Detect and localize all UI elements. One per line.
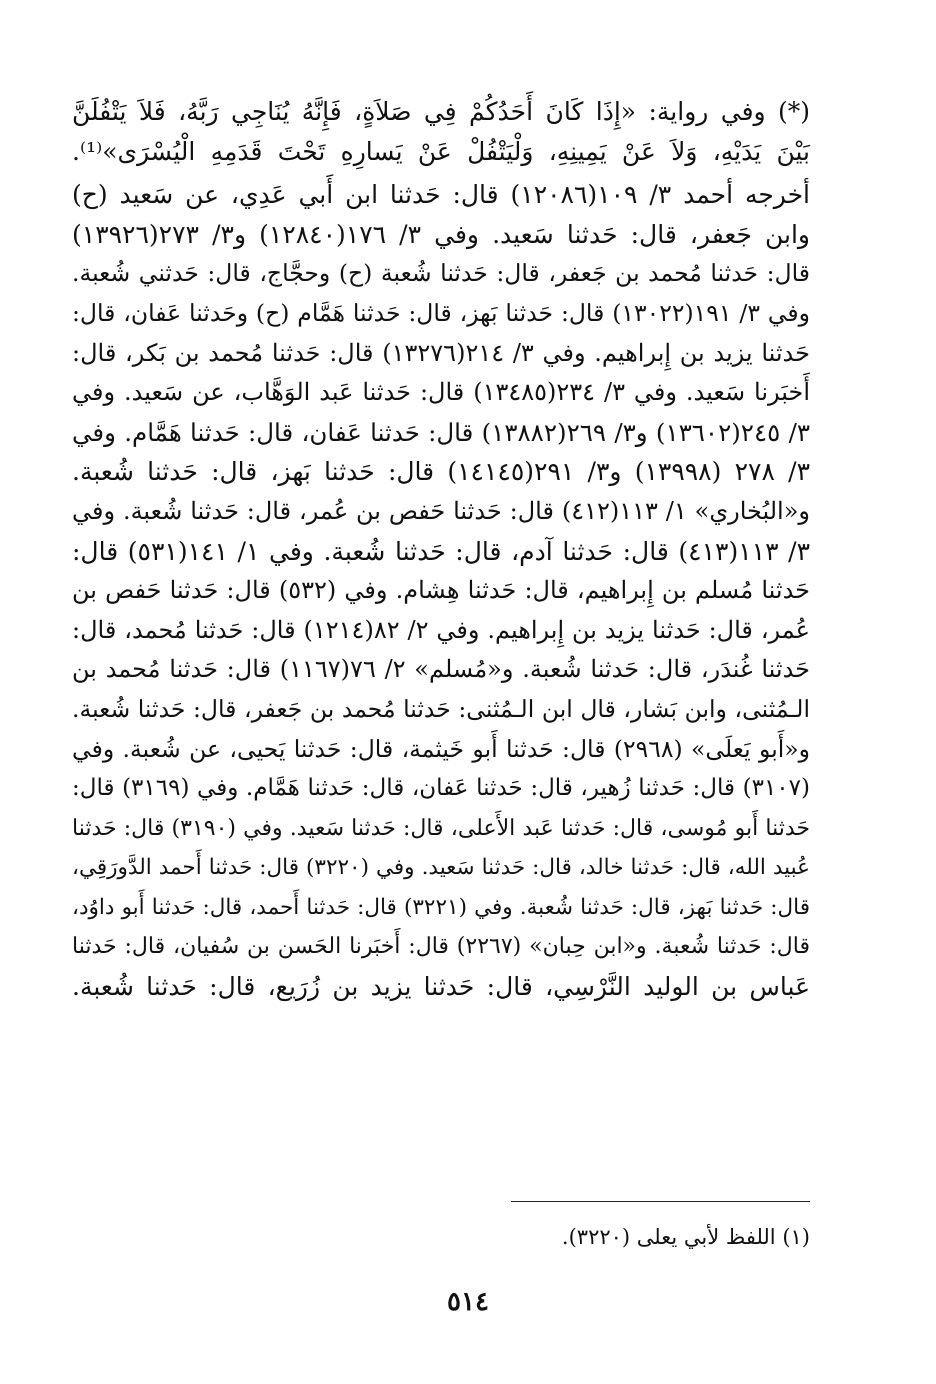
takhrij-line: وفي ٣/ ١٩١(١٣٠٢٢) قال: حَدثنا بَهز، قال: حَدثنا هَمَّام (ح) وحَدثنا عَفان، قال: <box>72 298 811 327</box>
hadith-line: (*) وفي رواية: «إِذَا كَانَ أَحَدُكُمْ فِي صَلاَةٍ، فَإِنَّهُ يُنَاجِي رَبَّهُ، فَلاَ يَتْفُلَنَّ <box>72 97 810 126</box>
footnote-separator <box>511 1201 810 1202</box>
footnote: (١) اللفظ لأبي يعلى (٣٢٢٠). <box>561 1225 810 1249</box>
takhrij-line: حَدثنا مُسلم بن إِبراهيم، قال: حَدثنا هِشام. وفي (٥٣٢) قال: حَدثنا حَفص بن <box>72 576 811 605</box>
takhrij-line: أَخبَرنا سَعيد. وفي ٣/ ٢٣٤(١٣٤٨٥) قال: حَدثنا عَبد الوَهَّاب، عن سَعيد. وفي <box>72 378 810 407</box>
takhrij-line: عُبيد الله، قال: حَدثنا خالد، قال: حَدثنا سَعيد. وفي (٣٢٢٠) قال: حَدثنا أَحمد الدَّورَقِي، <box>72 855 810 881</box>
takhrij-line: عُمر، قال: حَدثنا يزيد بن إِبراهيم. وفي ٢/ ٨٢(١٢١٤) قال: حَدثنا مُحمد، قال: <box>72 615 810 644</box>
takhrij-line: (٣١٠٧) قال: حَدثنا زُهير، قال: حَدثنا عَفان، قال: حَدثنا هَمَّام. وفي (٣١٦٩) قال: <box>72 775 810 802</box>
takhrij-line: و«أَبو يَعلَى» (٢٩٦٨) قال: حَدثنا أَبو خَيثمة، قال: حَدثنا يَحيى، عن شُعبة. وفي <box>72 734 810 763</box>
hadith-paragraph <box>72 92 810 171</box>
hadith-line: بَيْنَ يَدَيْهِ، وَلاَ عَنْ يَمِينِهِ، وَلْيَتْفُلْ عَنْ يَسارِهِ تَحْتَ قَدَمِهِ الْيُسْرَى»⁽¹⁾. <box>72 136 810 166</box>
takhrij-line: قال: حَدثنا بَهز، قال: حَدثنا شُعبة. وفي (٣٢٢١) قال: حَدثنا أَحمد، قال: حَدثنا أَبو داوُد، <box>72 894 810 920</box>
page-number: ٥١٤ <box>447 1287 489 1317</box>
takhrij-line: قال: حَدثنا شُعبة. و«ابن حِبان» (٢٢٦٧) قال: أَخبَرنا الحَسن بن سُفيان، قال: حَدثنا <box>72 934 811 960</box>
takhrij-line: حَدثنا يزيد بن إِبراهيم. وفي ٣/ ٢١٤(١٣٢٧٦) قال: حَدثنا مُحمد بن بَكر، قال: <box>72 338 810 367</box>
takhrij-line: الـمُثنى، وابن بَشار، قال ابن الـمُثنى: حَدثنا مُحمد بن جَعفر، قال: حَدثنا شُعبة. <box>72 694 810 723</box>
takhrij-line: ٣/ ٢٧٨ (١٣٩٩٨) و٣/ ٢٩١(١٤١٤٥) قال: حَدثنا بَهز، قال: حَدثنا شُعبة. <box>72 457 810 487</box>
takhrij-line: قال: حَدثنا مُحمد بن جَعفر، قال: حَدثنا شُعبة (ح) وحجَّاج، قال: حَدثني شُعبة. <box>72 259 810 288</box>
takhrij-paragraph <box>72 175 810 1006</box>
takhrij-line: ٣/ ١١٣(٤١٣) قال: حَدثنا آدم، قال: حَدثنا شُعبة. وفي ١/ ١٤١(٥٣١) قال: <box>72 536 810 566</box>
takhrij-line: حَدثنا غُندَر، قال: حَدثنا شُعبة. و«مُسلم» ٢/ ٧٦(١١٦٧) قال: حَدثنا مُحمد بن <box>72 655 810 684</box>
main-text-block <box>72 92 810 1007</box>
takhrij-line: وابن جَعفر، قال: حَدثنا سَعيد. وفي ٣/ ١٧٦(١٢٨٤٠) و٣/ ٢٧٣(١٣٩٢٦) <box>72 219 811 249</box>
takhrij-line: أخرجه أحمد ٣/ ١٠٩(١٢٠٨٦) قال: حَدثنا ابن أَبي عَدِي، عن سَعيد (ح) <box>72 180 811 210</box>
takhrij-line: حَدثنا أَبو مُوسى، قال: حَدثنا عَبد الأَعلى، قال: حَدثنا سَعيد. وفي (٣١٩٠) قال: حَدثنا <box>72 815 810 841</box>
takhrij-line: عَباس بن الوليد النَّرْسِي، قال: حَدثنا يزيد بن زُرَيع، قال: حَدثنا شُعبة. <box>72 972 810 1002</box>
takhrij-line: ٣/ ٢٤٥(١٣٦٠٢) و٣/ ٢٦٩(١٣٨٨٢) قال: حَدثنا عَفان، قال: حَدثنا هَمَّام. وفي <box>72 417 810 447</box>
takhrij-line: و«البُخاري» ١/ ١١٣(٤١٢) قال: حَدثنا حَفص بن عُمر، قال: حَدثنا شُعبة. وفي <box>72 496 810 525</box>
